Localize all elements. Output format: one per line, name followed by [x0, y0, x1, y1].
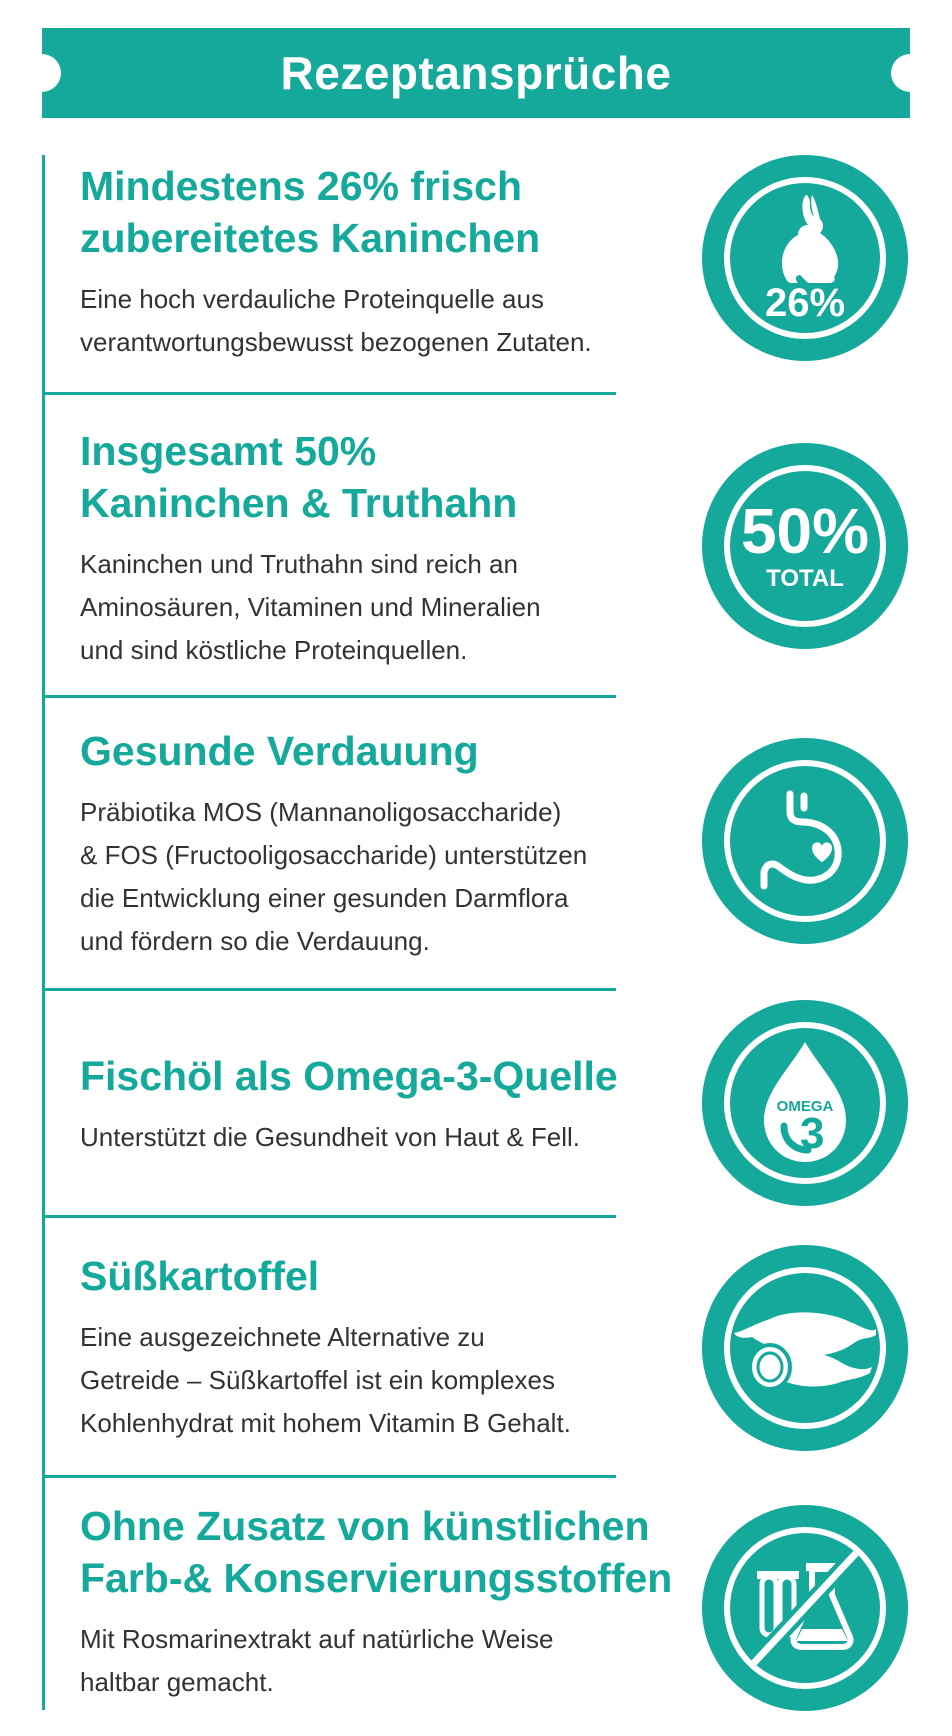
- claim-text-line: Mit Rosmarinextrakt auf natürliche Weise: [80, 1624, 554, 1654]
- claim-text-line: Aminosäuren, Vitaminen und Mineralien: [80, 592, 541, 622]
- badge-total: [702, 443, 908, 649]
- badge-ring: [724, 1527, 886, 1689]
- section-divider: [42, 988, 616, 991]
- claim-section-omega3: [80, 1050, 680, 1159]
- section-divider: [42, 1475, 616, 1478]
- badge-rabbit: [702, 155, 908, 361]
- header-banner: [42, 28, 910, 118]
- section-divider: [42, 695, 616, 698]
- claim-title-line: Fischöl als Omega-3-Quelle: [80, 1053, 618, 1099]
- badge-percent: 50%: [740, 495, 870, 567]
- claim-title-line: Insgesamt 50%: [80, 428, 377, 474]
- claim-text-line: Eine ausgezeichnete Alternative zu: [80, 1322, 485, 1352]
- section-divider: [42, 1215, 616, 1218]
- omega-number: 3: [800, 1109, 825, 1158]
- sweet-potato-icon: [730, 1303, 880, 1393]
- stomach-heart-icon: [750, 786, 860, 896]
- claim-text: [80, 1116, 680, 1159]
- section-divider: [42, 392, 616, 395]
- claim-title-line: Ohne Zusatz von künstlichen: [80, 1503, 650, 1549]
- no-chemicals-icon: [730, 1533, 880, 1683]
- badge-no-additives: [702, 1505, 908, 1711]
- claim-text: [80, 1618, 680, 1704]
- claim-text-line: Präbiotika MOS (Mannanoligosaccharide): [80, 797, 562, 827]
- claim-text: [80, 543, 680, 672]
- claim-title-line: Kaninchen & Truthahn: [80, 480, 518, 526]
- claim-text-line: und fördern so die Verdauung.: [80, 926, 430, 956]
- badge-percent: 26%: [764, 281, 846, 325]
- claim-title: [80, 160, 680, 264]
- claim-text-line: haltbar gemacht.: [80, 1667, 274, 1697]
- claim-title: [80, 425, 680, 529]
- claim-text-line: Unterstützt die Gesundheit von Haut & Fell.: [80, 1122, 581, 1152]
- claim-text: [80, 1316, 680, 1445]
- claim-text-line: Getreide – Süßkartoffel ist ein komplexes: [80, 1365, 555, 1395]
- claim-title: [80, 725, 680, 777]
- claim-title-line: zubereitetes Kaninchen: [80, 215, 541, 261]
- claim-text-line: Eine hoch verdauliche Proteinquelle aus: [80, 284, 544, 314]
- claim-title-line: Gesunde Verdauung: [80, 728, 479, 774]
- claim-text-line: die Entwicklung einer gesunden Darmflora: [80, 883, 569, 913]
- claim-text-line: verantwortungsbewusst bezogenen Zutaten.: [80, 327, 592, 357]
- claim-text-line: und sind köstliche Proteinquellen.: [80, 635, 468, 665]
- omega-label: OMEGA: [776, 1098, 834, 1115]
- claim-text-line: Kaninchen und Truthahn sind reich an: [80, 549, 518, 579]
- claim-title-line: Farb-& Konservierungsstoffen: [80, 1555, 673, 1601]
- claim-section-no-additives: [80, 1500, 680, 1704]
- claim-title-line: Süßkartoffel: [80, 1253, 320, 1299]
- badge-ring: [724, 1022, 886, 1184]
- claim-title: [80, 1050, 680, 1102]
- rabbit-icon: [768, 191, 848, 291]
- omega3-drop-icon: [750, 1038, 860, 1168]
- claim-text: [80, 278, 680, 364]
- badge-ring: [724, 760, 886, 922]
- claim-section-total: [80, 425, 680, 672]
- claim-title: [80, 1500, 680, 1604]
- badge-ring: [724, 177, 886, 339]
- claim-text-line: & FOS (Fructooligosaccharide) unterstützen: [80, 840, 588, 870]
- badge-omega3: [702, 1000, 908, 1206]
- claim-section-digestion: [80, 725, 680, 963]
- badge-subtext: TOTAL: [766, 565, 844, 592]
- badge-ring: [724, 465, 886, 627]
- badge-digestion: [702, 738, 908, 944]
- badge-ring: [724, 1267, 886, 1429]
- badge-sweet-potato: [702, 1245, 908, 1451]
- claim-text: [80, 791, 680, 963]
- page-title: Rezeptansprüche: [280, 47, 672, 99]
- claim-section-rabbit: [80, 160, 680, 364]
- claim-section-sweet-potato: [80, 1250, 680, 1445]
- claim-title-line: Mindestens 26% frisch: [80, 163, 523, 209]
- claim-text-line: Kohlenhydrat mit hohem Vitamin B Gehalt.: [80, 1408, 571, 1438]
- claim-title: [80, 1250, 680, 1302]
